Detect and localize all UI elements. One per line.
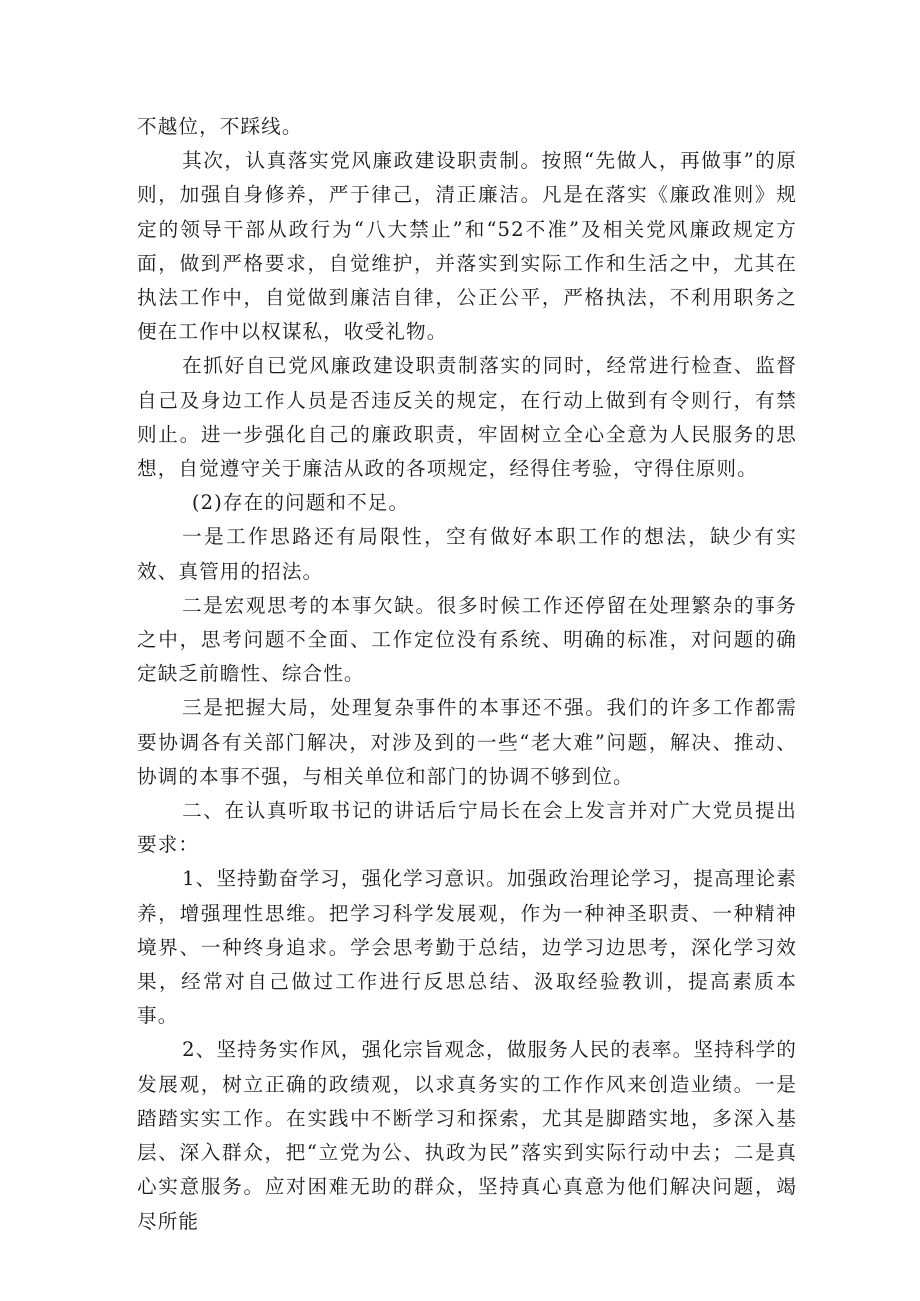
- paragraph-continuation: 不越位，不踩线。: [137, 115, 303, 138]
- paragraph-requirement-1: 1、坚持勤奋学习，强化学习意识。加强政治理论学习，提高理论素养，增强理性思维。把学习科学发展观，作为一种神圣职责、一种精神境界、一种终身追求。学会思考勤于总结，边学习边思考，深化学习效果，经常对自己做过工作进行反思总结、汲取经验教训，提高素质本事。: [137, 867, 797, 1028]
- paragraph-requirement-2: 2、坚持务实作风，强化宗旨观念，做服务人民的表率。坚持科学的发展观，树立正确的政绩观，以求真务实的工作作风来创造业绩。一是踏踏实实工作。在实践中不断学习和探索，尤其是脚踏实地，多深入基层、深入群众，把“立党为公、执政为民”落实到实际行动中去；二是真心实意服务。应对困难无助的群众，坚持真心真意为他们解决问题，竭尽所能: [137, 1038, 797, 1233]
- paragraph-supervision: 在抓好自已党风廉政建设职责制落实的同时，经常进行检查、监督自己及身边工作人员是否违反关的规定，在行动上做到有令则行，有禁则止。进一步强化自己的廉政职责，牢固树立全心全意为人民服务的思想，自觉遵守关于廉洁从政的各项规定，经得住考验，守得住原则。: [137, 354, 797, 481]
- paragraph-responsibility: 其次，认真落实党风廉政建设职责制。按照“先做人，再做事”的原则，加强自身修养，严于律己，清正廉洁。凡是在落实《廉政准则》规定的领导干部从政行为“八大禁止”和“52不准”及相关党风廉政规定方面，做到严格要求，自觉维护，并落实到实际工作和生活之中，尤其在执法工作中，自觉做到廉洁自律，公正公平，严格执法，不利用职务之便在工作中以权谋私，收受礼物。: [137, 149, 797, 344]
- section-heading-requirements: 二、在认真听取书记的讲话后宁局长在会上发言并对广大党员提出要求：: [137, 799, 797, 857]
- section-heading-problems: (2)存在的问题和不足。: [191, 491, 410, 515]
- document-body: [137, 110, 797, 1239]
- paragraph-problem-3: 三是把握大局，处理复杂事件的本事还不强。我们的许多工作都需要协调各有关部门解决，对涉及到的一些“老大难”问题，解决、推动、协调的本事不强，与相关单位和部门的协调不够到位。: [137, 696, 797, 788]
- paragraph-problem-1: 一是工作思路还有局限性，空有做好本职工作的想法，缺少有实效、真管用的招法。: [137, 525, 797, 583]
- paragraph-problem-2: 二是宏观思考的本事欠缺。很多时候工作还停留在处理繁杂的事务之中，思考问题不全面、工作定位没有系统、明确的标准，对问题的确定缺乏前瞻性、综合性。: [137, 593, 797, 686]
